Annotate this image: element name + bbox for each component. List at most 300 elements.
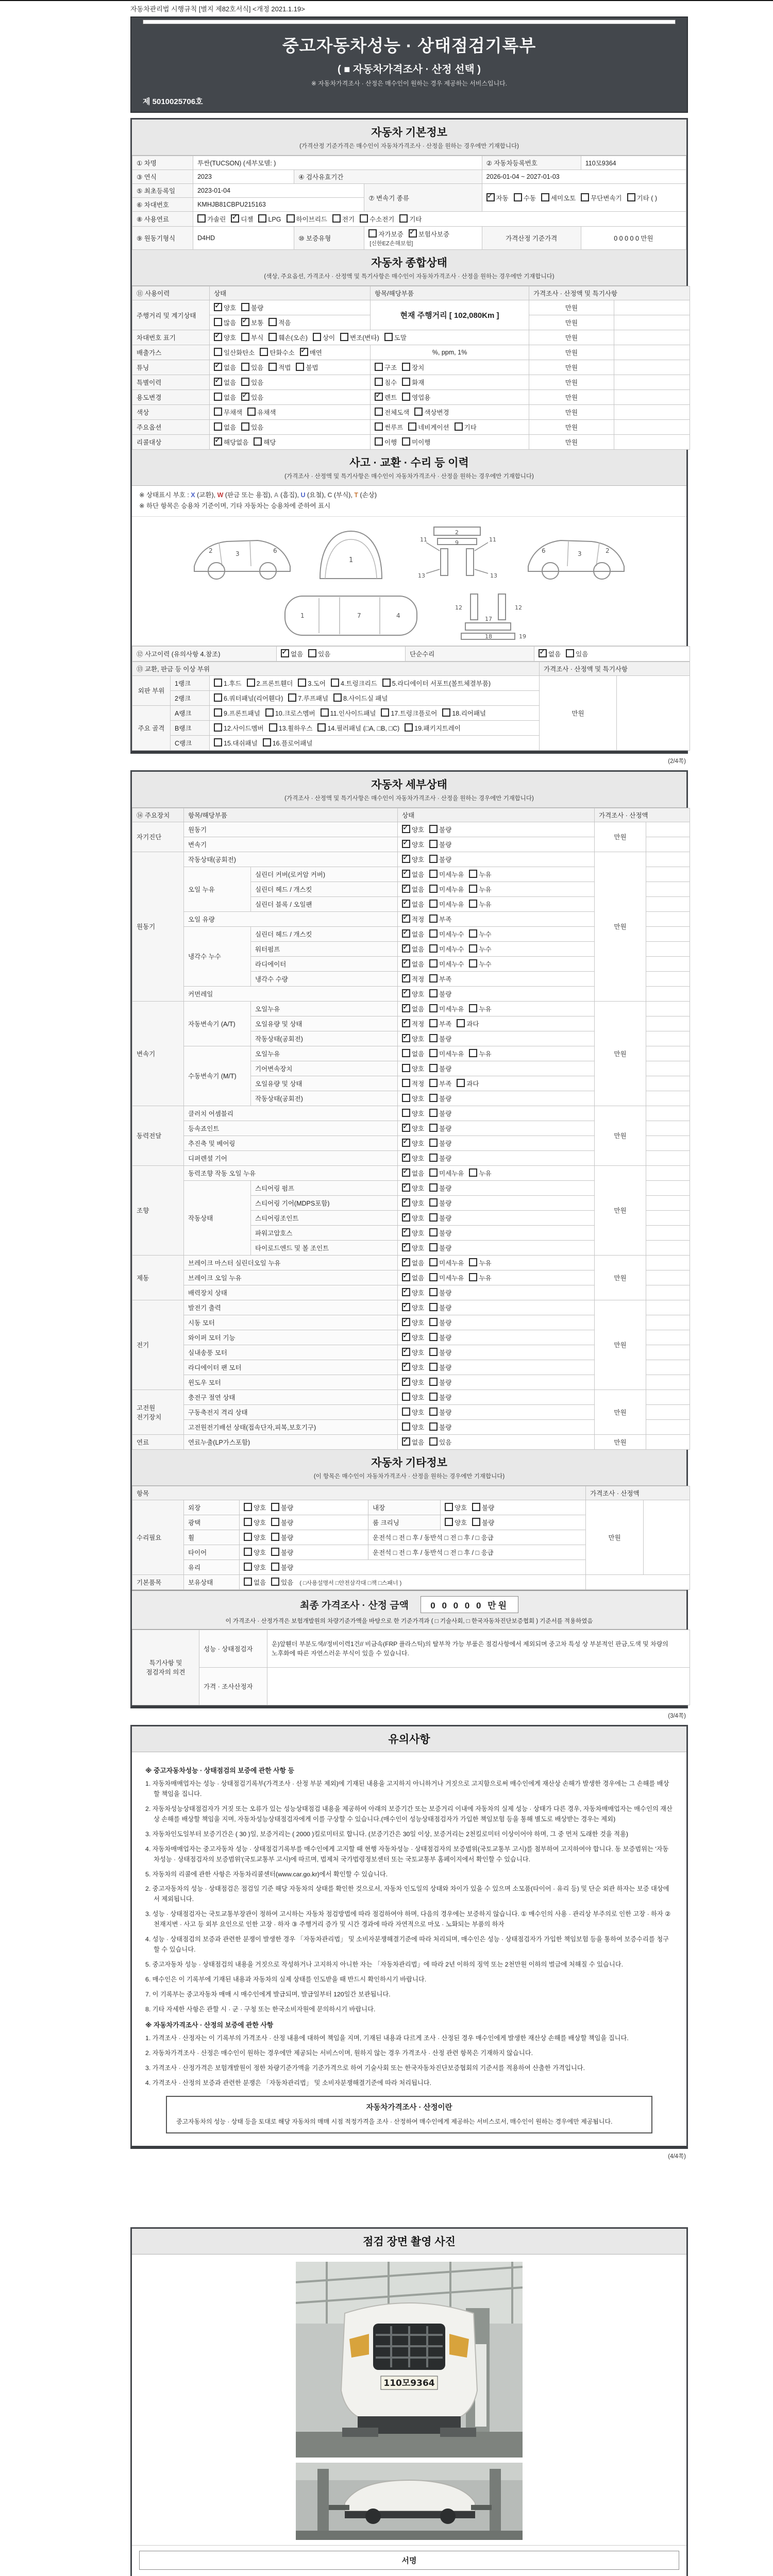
checkbox-option[interactable] [429,1273,464,1282]
checkbox-option[interactable] [445,1518,467,1527]
checkbox-icon[interactable] [214,303,222,311]
checkbox-icon[interactable] [539,649,547,657]
checkbox-option[interactable] [308,649,330,658]
checkbox-icon[interactable] [214,363,222,371]
checkbox-option[interactable] [402,1094,424,1103]
checkbox-icon[interactable] [429,1139,438,1147]
checkbox-icon[interactable] [241,318,249,326]
checkbox-option[interactable] [429,1019,451,1028]
checkbox-icon[interactable] [469,900,477,908]
checkbox-option[interactable] [268,333,308,342]
checkbox-option[interactable] [271,1518,293,1527]
checkbox-icon[interactable] [409,229,417,238]
checkbox-icon[interactable] [375,422,383,431]
checkbox-icon[interactable] [254,437,262,446]
checkbox-option[interactable] [375,393,397,402]
checkbox-icon[interactable] [429,1378,438,1386]
checkbox-icon[interactable] [429,1049,438,1057]
checkbox-icon[interactable] [429,1004,438,1012]
checkbox-icon[interactable] [402,378,410,386]
checkbox-icon[interactable] [429,1408,438,1416]
checkbox-option[interactable] [429,1168,464,1178]
checkbox-option[interactable] [214,422,236,432]
checkbox-option[interactable] [402,1079,424,1088]
checkbox-option[interactable] [429,1034,451,1043]
checkbox-icon[interactable] [402,914,410,923]
checkbox-icon[interactable] [429,1243,438,1251]
checkbox-option[interactable] [402,944,424,954]
checkbox-icon[interactable] [457,1019,465,1027]
checkbox-icon[interactable] [375,363,383,371]
checkbox-icon[interactable] [469,1168,477,1177]
checkbox-icon[interactable] [384,333,393,341]
checkbox-option[interactable] [429,1079,451,1088]
checkbox-option[interactable] [241,333,263,342]
checkbox-option[interactable] [429,1154,451,1163]
checkbox-icon[interactable] [269,723,277,732]
checkbox-option[interactable] [265,708,315,718]
checkbox-option[interactable] [429,855,451,864]
checkbox-option[interactable] [402,1183,424,1193]
checkbox-option[interactable] [402,900,424,909]
checkbox-icon[interactable] [514,193,522,201]
checkbox-option[interactable] [469,1049,491,1058]
checkbox-option[interactable] [402,1378,424,1387]
checkbox-option[interactable] [402,1393,424,1402]
checkbox-option[interactable] [317,723,399,733]
checkbox-icon[interactable] [271,1563,279,1571]
checkbox-option[interactable] [429,1183,451,1193]
checkbox-option[interactable] [469,870,491,879]
checkbox-option[interactable] [402,1348,424,1357]
checkbox-icon[interactable] [298,679,306,687]
checkbox-icon[interactable] [375,393,383,401]
checkbox-option[interactable] [313,333,335,342]
checkbox-icon[interactable] [268,318,277,326]
checkbox-icon[interactable] [340,333,348,341]
checkbox-icon[interactable] [402,1348,410,1356]
checkbox-icon[interactable] [402,1094,410,1102]
checkbox-icon[interactable] [288,693,296,702]
checkbox-icon[interactable] [429,944,438,953]
checkbox-icon[interactable] [241,422,249,431]
checkbox-option[interactable] [241,318,263,327]
checkbox-icon[interactable] [241,303,249,311]
checkbox-icon[interactable] [402,1333,410,1341]
checkbox-option[interactable] [402,1318,424,1327]
checkbox-option[interactable] [469,900,491,909]
checkbox-option[interactable] [402,1422,424,1432]
checkbox-option[interactable] [472,1518,494,1527]
checkbox-icon[interactable] [214,723,222,732]
checkbox-option[interactable] [429,1422,451,1432]
checkbox-option[interactable] [214,303,236,312]
checkbox-icon[interactable] [402,900,410,908]
checkbox-icon[interactable] [268,333,277,341]
checkbox-option[interactable] [244,1518,266,1527]
checkbox-option[interactable] [288,693,328,703]
checkbox-option[interactable] [244,1563,266,1572]
checkbox-icon[interactable] [402,1288,410,1296]
checkbox-option[interactable] [231,214,253,224]
checkbox-option[interactable] [429,1064,451,1073]
checkbox-option[interactable] [408,422,449,432]
checkbox-icon[interactable] [429,870,438,878]
checkbox-icon[interactable] [429,1363,438,1371]
checkbox-option[interactable] [244,1533,266,1542]
checkbox-option[interactable] [541,193,576,202]
checkbox-icon[interactable] [469,1273,477,1281]
checkbox-icon[interactable] [429,840,438,848]
checkbox-option[interactable] [244,1548,266,1557]
checkbox-icon[interactable] [281,649,289,657]
checkbox-icon[interactable] [402,1422,410,1431]
checkbox-option[interactable] [472,1503,494,1512]
checkbox-option[interactable] [214,693,283,703]
checkbox-option[interactable] [402,825,424,834]
checkbox-option[interactable] [414,408,449,417]
checkbox-icon[interactable] [402,437,410,446]
checkbox-icon[interactable] [271,1503,279,1511]
checkbox-icon[interactable] [469,1004,477,1012]
checkbox-icon[interactable] [429,1198,438,1207]
checkbox-icon[interactable] [541,193,549,201]
checkbox-icon[interactable] [308,649,316,657]
checkbox-option[interactable] [402,1198,424,1208]
checkbox-icon[interactable] [581,193,589,201]
checkbox-option[interactable] [197,214,226,224]
checkbox-icon[interactable] [244,1518,252,1526]
checkbox-option[interactable] [429,974,451,984]
checkbox-option[interactable] [214,318,236,327]
checkbox-icon[interactable] [265,708,274,717]
checkbox-option[interactable] [214,679,242,688]
checkbox-option[interactable] [340,333,379,342]
checkbox-icon[interactable] [331,679,339,687]
checkbox-icon[interactable] [469,1258,477,1266]
checkbox-option[interactable] [247,408,276,417]
checkbox-option[interactable] [332,214,355,224]
checkbox-icon[interactable] [375,378,383,386]
checkbox-icon[interactable] [429,1303,438,1311]
checkbox-option[interactable] [254,437,276,447]
checkbox-icon[interactable] [402,1079,410,1087]
checkbox-icon[interactable] [402,840,410,848]
checkbox-option[interactable] [287,214,327,224]
checkbox-option[interactable] [402,1154,424,1163]
checkbox-option[interactable] [405,723,461,733]
checkbox-icon[interactable] [271,1578,279,1586]
checkbox-icon[interactable] [241,378,249,386]
checkbox-option[interactable] [409,229,449,239]
checkbox-option[interactable] [429,1198,451,1208]
checkbox-icon[interactable] [300,348,308,356]
checkbox-option[interactable] [214,708,260,718]
checkbox-option[interactable] [429,825,451,834]
checkbox-icon[interactable] [429,974,438,982]
checkbox-option[interactable] [402,1064,424,1073]
checkbox-option[interactable] [455,422,477,432]
checkbox-option[interactable] [271,1578,293,1587]
checkbox-option[interactable] [429,1109,451,1118]
checkbox-option[interactable] [429,929,464,939]
checkbox-option[interactable] [271,1548,293,1557]
checkbox-option[interactable] [442,708,486,718]
checkbox-option[interactable] [429,1437,451,1447]
checkbox-icon[interactable] [472,1503,480,1511]
checkbox-option[interactable] [298,679,326,688]
checkbox-icon[interactable] [402,929,410,938]
checkbox-icon[interactable] [402,1437,410,1446]
checkbox-option[interactable] [429,1288,451,1297]
checkbox-icon[interactable] [402,393,410,401]
checkbox-icon[interactable] [402,1273,410,1281]
checkbox-icon[interactable] [241,393,249,401]
checkbox-option[interactable] [402,1168,424,1178]
checkbox-icon[interactable] [429,929,438,938]
checkbox-option[interactable] [402,1273,424,1282]
checkbox-icon[interactable] [469,944,477,953]
checkbox-icon[interactable] [214,679,222,687]
checkbox-icon[interactable] [402,363,410,371]
checkbox-option[interactable] [214,393,236,402]
checkbox-option[interactable] [241,422,263,432]
checkbox-icon[interactable] [429,1168,438,1177]
checkbox-option[interactable] [402,393,430,402]
checkbox-icon[interactable] [469,1049,477,1057]
checkbox-option[interactable] [214,437,248,447]
checkbox-icon[interactable] [402,1019,410,1027]
checkbox-icon[interactable] [469,929,477,938]
checkbox-option[interactable] [271,1563,293,1572]
checkbox-option[interactable] [429,1303,451,1312]
checkbox-option[interactable] [214,348,255,357]
checkbox-icon[interactable] [402,944,410,953]
checkbox-icon[interactable] [231,214,239,223]
checkbox-option[interactable] [402,1408,424,1417]
checkbox-icon[interactable] [402,1004,410,1012]
checkbox-icon[interactable] [402,989,410,997]
checkbox-option[interactable] [381,708,437,718]
checkbox-icon[interactable] [214,348,222,356]
checkbox-icon[interactable] [402,1378,410,1386]
checkbox-option[interactable] [402,989,424,998]
checkbox-option[interactable] [429,1348,451,1357]
checkbox-option[interactable] [402,1124,424,1133]
signature-bar[interactable]: 서명 [139,2551,679,2570]
checkbox-option[interactable] [429,885,464,894]
checkbox-option[interactable] [539,649,561,658]
checkbox-option[interactable] [402,870,424,879]
checkbox-icon[interactable] [469,870,477,878]
checkbox-option[interactable] [429,1363,451,1372]
checkbox-option[interactable] [247,679,293,688]
checkbox-option[interactable] [384,333,407,342]
checkbox-option[interactable] [402,437,430,447]
checkbox-option[interactable] [258,214,281,223]
checkbox-icon[interactable] [429,1318,438,1326]
checkbox-option[interactable] [214,723,264,733]
checkbox-icon[interactable] [244,1548,252,1556]
checkbox-option[interactable] [268,318,291,327]
checkbox-option[interactable] [429,870,464,879]
checkbox-icon[interactable] [429,1019,438,1027]
checkbox-option[interactable] [566,649,588,658]
checkbox-icon[interactable] [429,1183,438,1192]
checkbox-option[interactable] [445,1503,467,1512]
checkbox-icon[interactable] [402,1213,410,1222]
checkbox-icon[interactable] [402,1393,410,1401]
checkbox-option[interactable] [402,840,424,849]
checkbox-option[interactable] [429,1378,451,1387]
checkbox-icon[interactable] [445,1503,453,1511]
checkbox-option[interactable] [402,929,424,939]
checkbox-option[interactable] [402,1303,424,1312]
checkbox-icon[interactable] [429,1288,438,1296]
checkbox-icon[interactable] [566,649,574,657]
checkbox-option[interactable] [429,1318,451,1327]
checkbox-icon[interactable] [429,1154,438,1162]
checkbox-option[interactable] [375,437,397,447]
checkbox-option[interactable] [402,1034,424,1043]
checkbox-icon[interactable] [402,1258,410,1266]
checkbox-icon[interactable] [402,825,410,833]
checkbox-option[interactable] [402,1333,424,1342]
checkbox-option[interactable] [360,214,394,224]
checkbox-icon[interactable] [429,1348,438,1356]
checkbox-icon[interactable] [402,974,410,982]
checkbox-option[interactable] [469,1258,491,1267]
checkbox-option[interactable] [469,929,491,939]
checkbox-icon[interactable] [360,214,368,223]
checkbox-icon[interactable] [402,959,410,968]
checkbox-option[interactable] [402,1019,424,1028]
checkbox-option[interactable] [244,1578,266,1587]
checkbox-option[interactable] [429,1004,464,1013]
checkbox-option[interactable] [241,378,263,387]
checkbox-option[interactable] [469,885,491,894]
checkbox-icon[interactable] [429,825,438,833]
checkbox-icon[interactable] [214,693,222,702]
checkbox-icon[interactable] [429,1034,438,1042]
checkbox-icon[interactable] [486,193,495,201]
checkbox-icon[interactable] [214,708,222,717]
checkbox-icon[interactable] [469,885,477,893]
checkbox-icon[interactable] [271,1533,279,1541]
checkbox-option[interactable] [402,1437,424,1447]
checkbox-option[interactable] [429,914,451,924]
checkbox-icon[interactable] [271,1518,279,1526]
checkbox-option[interactable] [333,693,388,703]
checkbox-icon[interactable] [429,989,438,997]
checkbox-icon[interactable] [402,1109,410,1117]
checkbox-icon[interactable] [429,900,438,908]
checkbox-icon[interactable] [429,855,438,863]
checkbox-option[interactable] [331,679,377,688]
checkbox-option[interactable] [402,1228,424,1238]
checkbox-option[interactable] [375,363,397,372]
checkbox-icon[interactable] [402,1049,410,1057]
checkbox-option[interactable] [269,723,313,733]
checkbox-option[interactable] [429,989,451,998]
checkbox-option[interactable] [402,914,424,924]
checkbox-option[interactable] [627,193,657,202]
checkbox-option[interactable] [281,649,303,658]
checkbox-icon[interactable] [402,1154,410,1162]
checkbox-icon[interactable] [429,1393,438,1401]
checkbox-icon[interactable] [241,333,249,341]
checkbox-option[interactable] [402,1109,424,1118]
checkbox-icon[interactable] [268,363,277,371]
checkbox-icon[interactable] [287,214,295,223]
checkbox-option[interactable] [469,1273,491,1282]
checkbox-icon[interactable] [402,1139,410,1147]
checkbox-option[interactable] [260,348,294,357]
checkbox-icon[interactable] [368,229,377,238]
checkbox-icon[interactable] [244,1578,252,1586]
checkbox-option[interactable] [402,1363,424,1372]
checkbox-option[interactable] [375,422,403,432]
checkbox-option[interactable] [214,738,258,748]
checkbox-icon[interactable] [313,333,321,341]
checkbox-option[interactable] [486,193,509,202]
checkbox-icon[interactable] [197,214,206,223]
checkbox-option[interactable] [402,1213,424,1223]
checkbox-icon[interactable] [402,1064,410,1072]
checkbox-icon[interactable] [214,333,222,341]
checkbox-option[interactable] [399,214,422,224]
checkbox-icon[interactable] [429,914,438,923]
checkbox-icon[interactable] [402,885,410,893]
checkbox-icon[interactable] [244,1503,252,1511]
checkbox-icon[interactable] [214,738,222,747]
checkbox-option[interactable] [581,193,621,202]
checkbox-icon[interactable] [429,1079,438,1087]
checkbox-option[interactable] [214,378,236,387]
checkbox-icon[interactable] [402,1408,410,1416]
checkbox-option[interactable] [214,333,236,342]
checkbox-option[interactable] [402,1004,424,1013]
checkbox-option[interactable] [402,378,424,387]
checkbox-option[interactable] [368,229,403,239]
checkbox-icon[interactable] [263,738,271,747]
checkbox-icon[interactable] [402,1124,410,1132]
checkbox-option[interactable] [429,1243,451,1252]
checkbox-icon[interactable] [214,408,222,416]
checkbox-option[interactable] [263,738,313,748]
checkbox-icon[interactable] [472,1518,480,1526]
checkbox-icon[interactable] [405,723,413,732]
checkbox-option[interactable] [402,974,424,984]
checkbox-option[interactable] [382,679,491,688]
checkbox-option[interactable] [402,363,424,372]
checkbox-icon[interactable] [375,437,383,446]
checkbox-icon[interactable] [244,1533,252,1541]
checkbox-icon[interactable] [429,1422,438,1431]
checkbox-icon[interactable] [442,708,450,717]
checkbox-option[interactable] [469,959,491,969]
checkbox-icon[interactable] [402,1303,410,1311]
checkbox-option[interactable] [375,378,397,387]
checkbox-option[interactable] [469,1004,491,1013]
checkbox-icon[interactable] [317,723,326,732]
checkbox-icon[interactable] [247,679,255,687]
checkbox-icon[interactable] [402,1183,410,1192]
checkbox-icon[interactable] [429,1333,438,1341]
checkbox-option[interactable] [469,1168,491,1178]
checkbox-icon[interactable] [429,1213,438,1222]
checkbox-icon[interactable] [402,1243,410,1251]
